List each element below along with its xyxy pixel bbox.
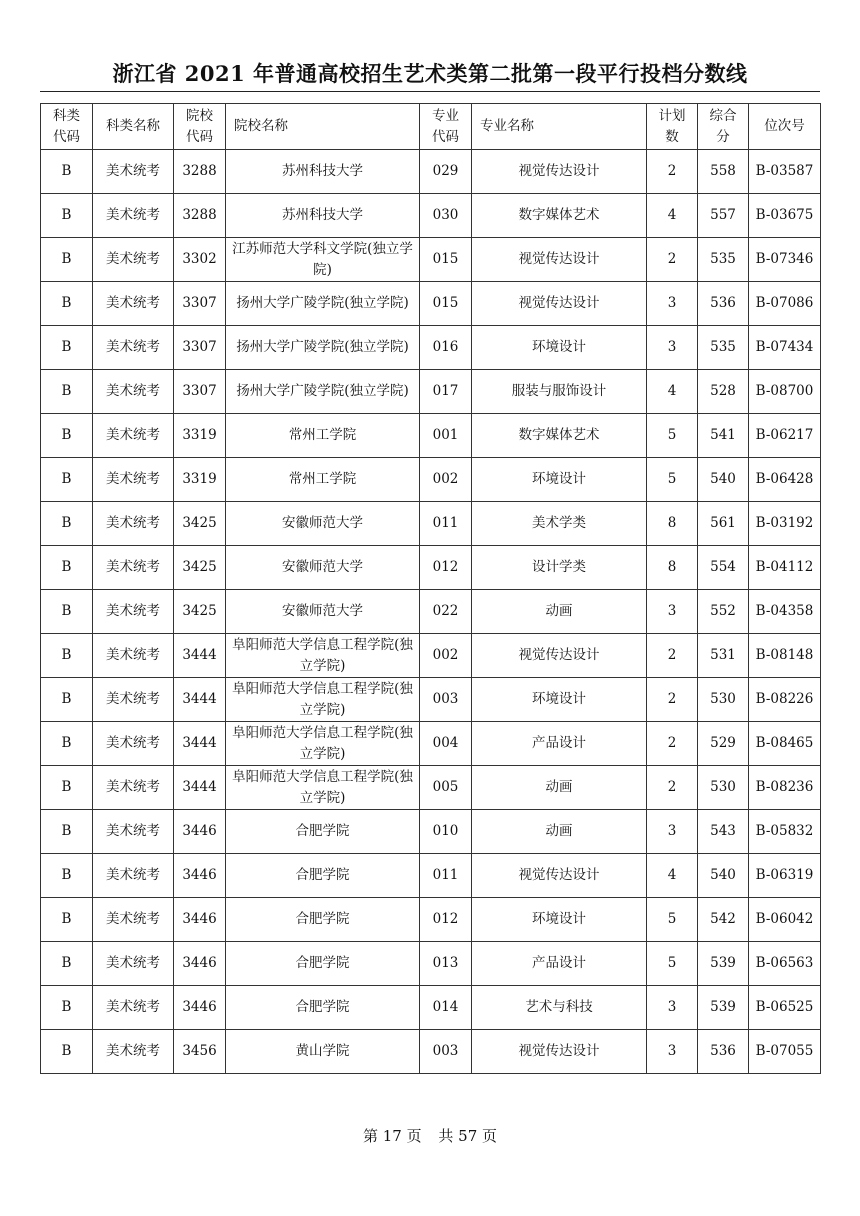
- rank-cell: B-06319: [749, 854, 821, 898]
- major-name-cell: 视觉传达设计: [472, 150, 647, 194]
- school-code-cell: 3307: [174, 282, 226, 326]
- category-code-cell: B: [41, 722, 93, 766]
- school-code-cell: 3444: [174, 722, 226, 766]
- category-name-cell: 美术统考: [93, 546, 174, 590]
- plan-count-cell: 2: [647, 678, 698, 722]
- major-name-cell: 动画: [472, 590, 647, 634]
- table-row: [41, 282, 821, 326]
- major-code-cell: 022: [420, 590, 472, 634]
- major-name-cell: 数字媒体艺术: [472, 414, 647, 458]
- category-code-cell: B: [41, 942, 93, 986]
- score-cell: 530: [698, 678, 749, 722]
- table-header-row: [41, 104, 821, 150]
- school-name-cell: 黄山学院: [226, 1030, 420, 1074]
- table-row: [41, 766, 821, 810]
- major-code-cell: 001: [420, 414, 472, 458]
- school-name-cell: 合肥学院: [226, 942, 420, 986]
- plan-count-cell: 2: [647, 766, 698, 810]
- rank-cell: B-04358: [749, 590, 821, 634]
- header-cell: 计划 数: [647, 104, 698, 150]
- page-number: 第 17 页: [362, 1127, 422, 1145]
- school-code-cell: 3456: [174, 1030, 226, 1074]
- table-row: [41, 590, 821, 634]
- category-name-cell: 美术统考: [93, 634, 174, 678]
- category-code-cell: B: [41, 502, 93, 546]
- rank-cell: B-07086: [749, 282, 821, 326]
- category-name-cell: 美术统考: [93, 414, 174, 458]
- rank-cell: B-06042: [749, 898, 821, 942]
- category-name-cell: 美术统考: [93, 458, 174, 502]
- plan-count-cell: 4: [647, 854, 698, 898]
- school-code-cell: 3425: [174, 502, 226, 546]
- major-name-cell: 产品设计: [472, 942, 647, 986]
- plan-count-cell: 4: [647, 370, 698, 414]
- major-name-cell: 产品设计: [472, 722, 647, 766]
- plan-count-cell: 8: [647, 502, 698, 546]
- table-row: [41, 414, 821, 458]
- major-name-cell: 环境设计: [472, 326, 647, 370]
- school-code-cell: 3446: [174, 942, 226, 986]
- major-code-cell: 005: [420, 766, 472, 810]
- rank-cell: B-07055: [749, 1030, 821, 1074]
- school-code-cell: 3288: [174, 194, 226, 238]
- category-code-cell: B: [41, 326, 93, 370]
- page-footer: [0, 1125, 860, 1146]
- category-code-cell: B: [41, 458, 93, 502]
- header-cell: 院校 代码: [174, 104, 226, 150]
- score-cell: 540: [698, 854, 749, 898]
- school-code-cell: 3444: [174, 634, 226, 678]
- rank-cell: B-07434: [749, 326, 821, 370]
- rank-cell: B-06217: [749, 414, 821, 458]
- score-cell: 539: [698, 942, 749, 986]
- school-name-cell: 合肥学院: [226, 854, 420, 898]
- category-name-cell: 美术统考: [93, 678, 174, 722]
- category-code-cell: B: [41, 194, 93, 238]
- category-name-cell: 美术统考: [93, 326, 174, 370]
- major-name-cell: 环境设计: [472, 898, 647, 942]
- rank-cell: B-05832: [749, 810, 821, 854]
- school-code-cell: 3444: [174, 766, 226, 810]
- table-body: [41, 150, 821, 1074]
- score-cell: 541: [698, 414, 749, 458]
- score-cell: 536: [698, 282, 749, 326]
- school-code-cell: 3425: [174, 590, 226, 634]
- category-code-cell: B: [41, 414, 93, 458]
- plan-count-cell: 2: [647, 634, 698, 678]
- score-table: [40, 103, 821, 1074]
- school-code-cell: 3446: [174, 810, 226, 854]
- category-name-cell: 美术统考: [93, 766, 174, 810]
- major-code-cell: 003: [420, 678, 472, 722]
- school-name-cell: 安徽师范大学: [226, 546, 420, 590]
- rank-cell: B-03675: [749, 194, 821, 238]
- header-cell: 综合 分: [698, 104, 749, 150]
- plan-count-cell: 8: [647, 546, 698, 590]
- plan-count-cell: 3: [647, 810, 698, 854]
- major-name-cell: 动画: [472, 766, 647, 810]
- school-code-cell: 3425: [174, 546, 226, 590]
- category-code-cell: B: [41, 634, 93, 678]
- school-code-cell: 3288: [174, 150, 226, 194]
- plan-count-cell: 3: [647, 590, 698, 634]
- plan-count-cell: 5: [647, 898, 698, 942]
- category-code-cell: B: [41, 238, 93, 282]
- school-name-cell: 阜阳师范大学信息工程学院(独立学院): [226, 678, 420, 722]
- table-row: [41, 810, 821, 854]
- plan-count-cell: 2: [647, 150, 698, 194]
- category-code-cell: B: [41, 1030, 93, 1074]
- table-row: [41, 238, 821, 282]
- category-name-cell: 美术统考: [93, 810, 174, 854]
- school-code-cell: 3444: [174, 678, 226, 722]
- school-name-cell: 常州工学院: [226, 458, 420, 502]
- school-name-cell: 合肥学院: [226, 986, 420, 1030]
- category-name-cell: 美术统考: [93, 502, 174, 546]
- school-name-cell: 苏州科技大学: [226, 150, 420, 194]
- score-cell: 561: [698, 502, 749, 546]
- page-title: 浙江省 2021 年普通高校招生艺术类第二批第一段平行投档分数线: [112, 61, 748, 86]
- category-name-cell: 美术统考: [93, 590, 174, 634]
- rank-cell: B-08465: [749, 722, 821, 766]
- table-row: [41, 942, 821, 986]
- major-name-cell: 视觉传达设计: [472, 854, 647, 898]
- school-code-cell: 3446: [174, 898, 226, 942]
- major-code-cell: 030: [420, 194, 472, 238]
- major-code-cell: 015: [420, 238, 472, 282]
- category-code-cell: B: [41, 370, 93, 414]
- school-name-cell: 阜阳师范大学信息工程学院(独立学院): [226, 722, 420, 766]
- major-code-cell: 002: [420, 458, 472, 502]
- school-name-cell: 阜阳师范大学信息工程学院(独立学院): [226, 634, 420, 678]
- category-code-cell: B: [41, 678, 93, 722]
- school-name-cell: 扬州大学广陵学院(独立学院): [226, 370, 420, 414]
- table-row: [41, 898, 821, 942]
- rank-cell: B-06525: [749, 986, 821, 1030]
- school-code-cell: 3319: [174, 458, 226, 502]
- school-name-cell: 苏州科技大学: [226, 194, 420, 238]
- school-name-cell: 安徽师范大学: [226, 590, 420, 634]
- score-cell: 558: [698, 150, 749, 194]
- major-name-cell: 视觉传达设计: [472, 634, 647, 678]
- category-code-cell: B: [41, 546, 93, 590]
- plan-count-cell: 2: [647, 722, 698, 766]
- category-code-cell: B: [41, 766, 93, 810]
- score-cell: 531: [698, 634, 749, 678]
- score-cell: 539: [698, 986, 749, 1030]
- table-row: [41, 458, 821, 502]
- rank-cell: B-03192: [749, 502, 821, 546]
- score-cell: 528: [698, 370, 749, 414]
- major-code-cell: 017: [420, 370, 472, 414]
- score-cell: 536: [698, 1030, 749, 1074]
- title-rule: [40, 91, 820, 92]
- category-code-cell: B: [41, 282, 93, 326]
- table-row: [41, 150, 821, 194]
- score-cell: 557: [698, 194, 749, 238]
- header-cell: 位次号: [749, 104, 821, 150]
- category-name-cell: 美术统考: [93, 238, 174, 282]
- table-row: [41, 678, 821, 722]
- table-row: [41, 854, 821, 898]
- school-name-cell: 扬州大学广陵学院(独立学院): [226, 326, 420, 370]
- major-name-cell: 视觉传达设计: [472, 238, 647, 282]
- plan-count-cell: 4: [647, 194, 698, 238]
- rank-cell: B-06428: [749, 458, 821, 502]
- rank-cell: B-03587: [749, 150, 821, 194]
- category-name-cell: 美术统考: [93, 986, 174, 1030]
- rank-cell: B-08226: [749, 678, 821, 722]
- category-name-cell: 美术统考: [93, 370, 174, 414]
- table-row: [41, 546, 821, 590]
- rank-cell: B-08148: [749, 634, 821, 678]
- plan-count-cell: 3: [647, 326, 698, 370]
- major-code-cell: 013: [420, 942, 472, 986]
- major-code-cell: 029: [420, 150, 472, 194]
- school-code-cell: 3446: [174, 986, 226, 1030]
- major-code-cell: 004: [420, 722, 472, 766]
- table-row: [41, 634, 821, 678]
- major-name-cell: 视觉传达设计: [472, 282, 647, 326]
- major-name-cell: 环境设计: [472, 678, 647, 722]
- rank-cell: B-06563: [749, 942, 821, 986]
- school-code-cell: 3307: [174, 326, 226, 370]
- plan-count-cell: 3: [647, 986, 698, 1030]
- category-name-cell: 美术统考: [93, 150, 174, 194]
- category-code-cell: B: [41, 810, 93, 854]
- score-cell: 529: [698, 722, 749, 766]
- plan-count-cell: 3: [647, 282, 698, 326]
- table-row: [41, 194, 821, 238]
- school-name-cell: 常州工学院: [226, 414, 420, 458]
- category-name-cell: 美术统考: [93, 854, 174, 898]
- category-code-cell: B: [41, 590, 93, 634]
- major-code-cell: 014: [420, 986, 472, 1030]
- header-cell: 科类名称: [93, 104, 174, 150]
- score-cell: 552: [698, 590, 749, 634]
- school-code-cell: 3446: [174, 854, 226, 898]
- plan-count-cell: 2: [647, 238, 698, 282]
- table-row: [41, 986, 821, 1030]
- rank-cell: B-04112: [749, 546, 821, 590]
- major-code-cell: 012: [420, 898, 472, 942]
- category-code-cell: B: [41, 150, 93, 194]
- score-cell: 554: [698, 546, 749, 590]
- category-name-cell: 美术统考: [93, 1030, 174, 1074]
- table-row: [41, 502, 821, 546]
- major-name-cell: 数字媒体艺术: [472, 194, 647, 238]
- table-row: [41, 1030, 821, 1074]
- header-cell: 院校名称: [226, 104, 420, 150]
- major-name-cell: 视觉传达设计: [472, 1030, 647, 1074]
- major-code-cell: 011: [420, 502, 472, 546]
- major-code-cell: 011: [420, 854, 472, 898]
- plan-count-cell: 5: [647, 942, 698, 986]
- category-code-cell: B: [41, 898, 93, 942]
- header-cell: 专业 代码: [420, 104, 472, 150]
- category-name-cell: 美术统考: [93, 282, 174, 326]
- rank-cell: B-08700: [749, 370, 821, 414]
- table-row: [41, 326, 821, 370]
- major-name-cell: 设计学类: [472, 546, 647, 590]
- school-code-cell: 3302: [174, 238, 226, 282]
- table-row: [41, 370, 821, 414]
- page-total: 共 57 页: [438, 1127, 498, 1145]
- plan-count-cell: 5: [647, 414, 698, 458]
- major-code-cell: 003: [420, 1030, 472, 1074]
- major-code-cell: 002: [420, 634, 472, 678]
- major-name-cell: 服装与服饰设计: [472, 370, 647, 414]
- category-name-cell: 美术统考: [93, 898, 174, 942]
- score-cell: 535: [698, 326, 749, 370]
- school-name-cell: 合肥学院: [226, 810, 420, 854]
- header-cell: 专业名称: [472, 104, 647, 150]
- score-cell: 543: [698, 810, 749, 854]
- rank-cell: B-07346: [749, 238, 821, 282]
- school-name-cell: 阜阳师范大学信息工程学院(独立学院): [226, 766, 420, 810]
- school-code-cell: 3307: [174, 370, 226, 414]
- major-code-cell: 010: [420, 810, 472, 854]
- major-name-cell: 艺术与科技: [472, 986, 647, 1030]
- score-cell: 530: [698, 766, 749, 810]
- plan-count-cell: 5: [647, 458, 698, 502]
- major-name-cell: 环境设计: [472, 458, 647, 502]
- school-code-cell: 3319: [174, 414, 226, 458]
- school-name-cell: 安徽师范大学: [226, 502, 420, 546]
- school-name-cell: 江苏师范大学科文学院(独立学院): [226, 238, 420, 282]
- major-code-cell: 016: [420, 326, 472, 370]
- score-cell: 540: [698, 458, 749, 502]
- category-code-cell: B: [41, 854, 93, 898]
- score-cell: 542: [698, 898, 749, 942]
- school-name-cell: 扬州大学广陵学院(独立学院): [226, 282, 420, 326]
- table-row: [41, 722, 821, 766]
- category-name-cell: 美术统考: [93, 942, 174, 986]
- category-name-cell: 美术统考: [93, 194, 174, 238]
- category-code-cell: B: [41, 986, 93, 1030]
- score-cell: 535: [698, 238, 749, 282]
- school-name-cell: 合肥学院: [226, 898, 420, 942]
- category-name-cell: 美术统考: [93, 722, 174, 766]
- major-code-cell: 015: [420, 282, 472, 326]
- major-name-cell: 美术学类: [472, 502, 647, 546]
- major-name-cell: 动画: [472, 810, 647, 854]
- header-cell: 科类 代码: [41, 104, 93, 150]
- major-code-cell: 012: [420, 546, 472, 590]
- plan-count-cell: 3: [647, 1030, 698, 1074]
- rank-cell: B-08236: [749, 766, 821, 810]
